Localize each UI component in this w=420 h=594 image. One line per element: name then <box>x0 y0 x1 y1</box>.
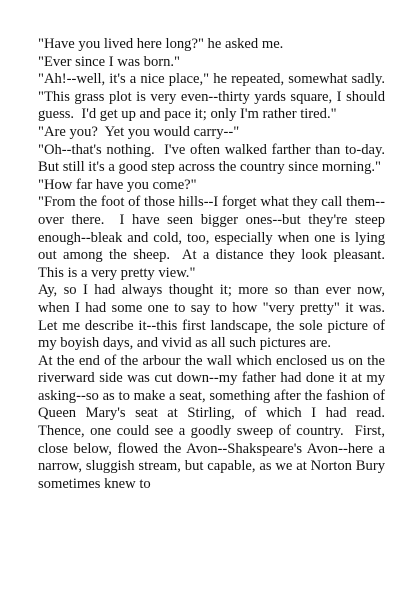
paragraph: "Have you lived here long?" he asked me. <box>38 36 284 52</box>
paragraph: "Ever since I was born." <box>38 53 180 70</box>
paragraph: "Oh--that's nothing. I've often walked farther than to-day. But still it's a good step across the country since morning." <box>38 141 393 176</box>
paragraph: "Ah!--well, it's a nice place," he repeated, somewhat sadly. "This grass plot is very even--thirty yards square, I should guess. I'd get up and pace it; only I'm rather tired." <box>38 71 393 123</box>
book-page-text <box>38 36 393 493</box>
paragraph: "From the foot of those hills--I forget what they call them--over there. I have seen bigger ones--but they're steep enough--bleak and cold, too, especially when one is lying out among the sheep. At a distance they look pleasant. This is a very pretty view." <box>38 194 393 281</box>
paragraph: "Are you? Yet you would carry--" <box>38 123 240 140</box>
paragraph: At the end of the arbour the wall which enclosed us on the riverward side was cut down--my father had done it at my asking--so as to make a seat, something after the fashion of Queen Mary's seat at Stirling, of which I had read. Thence, one could see a goodly sweep of country. First, close below, flowed the Avon--Shakspeare's Avon--here a narrow, sluggish stream, but capable, as we at Norton Bury sometimes knew to <box>38 352 393 492</box>
paragraph: Ay, so I had always thought it; more so than ever now, when I had some one to say to how "very pretty" it was. Let me describe it--this first landscape, the sole picture of my boyish days, and vivid as all such pictures are. <box>38 282 393 352</box>
paragraph: "How far have you come?" <box>38 176 197 193</box>
